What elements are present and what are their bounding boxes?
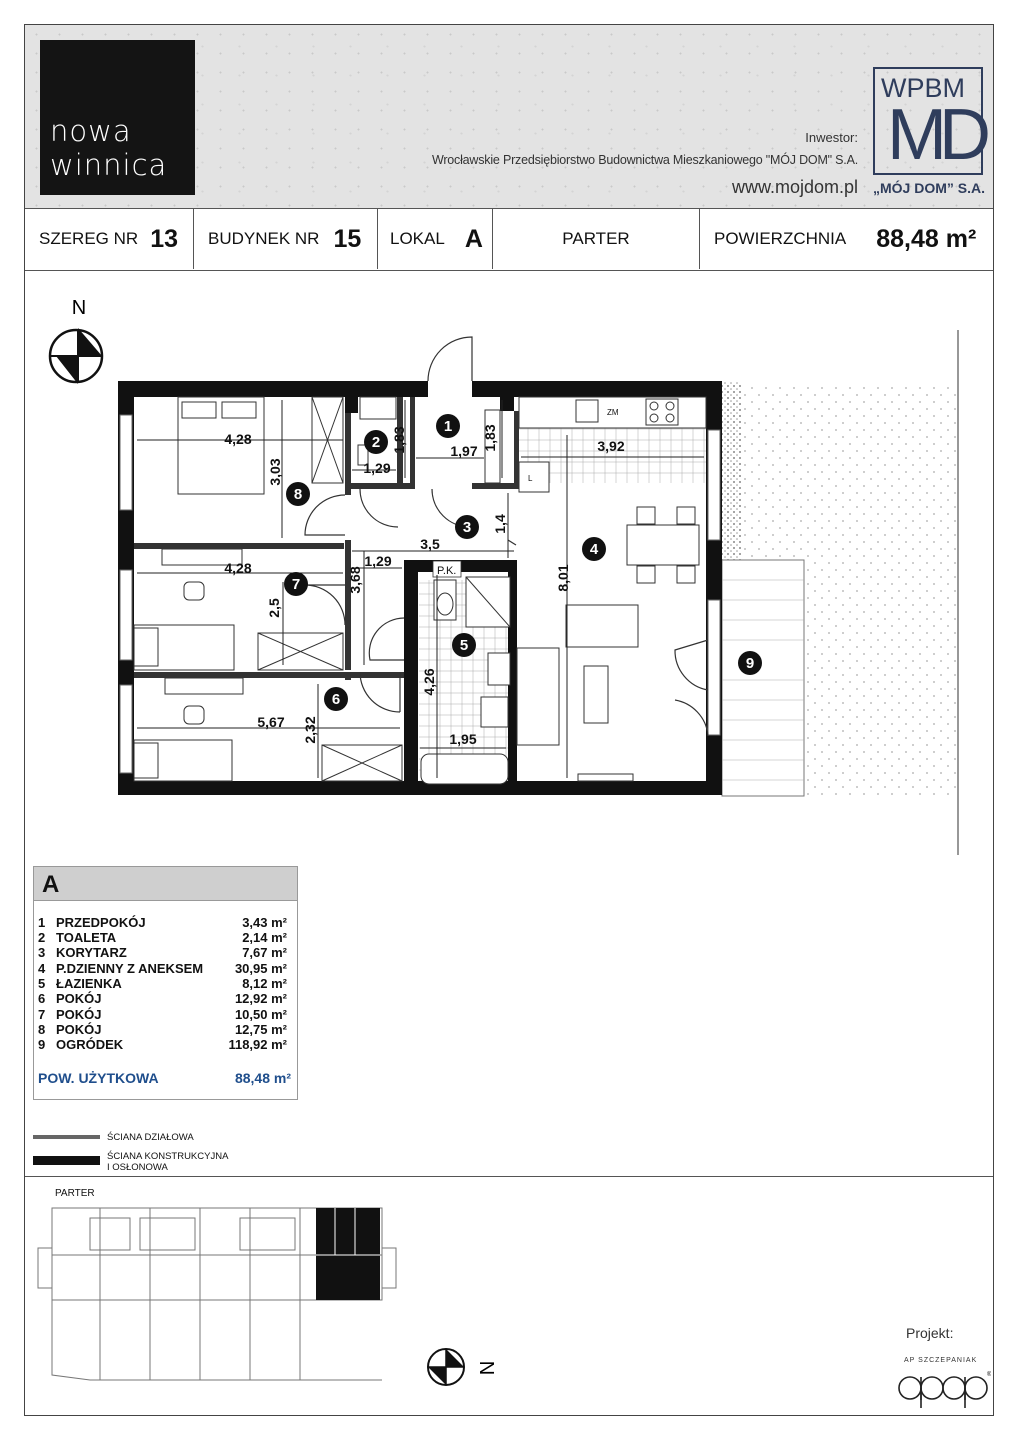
wpbm-logo-top: WPBM: [881, 73, 965, 103]
unit-label: LOKAL: [390, 229, 445, 248]
svg-text:9: 9: [745, 655, 755, 672]
dim-392: 3,92: [597, 438, 625, 454]
dim-197: 1,97: [450, 443, 478, 459]
dim-183-b: 1,83: [482, 424, 498, 452]
room-marker-5: [452, 633, 476, 657]
table-unit-letter: A: [42, 871, 60, 898]
total-value: 88,48 m²: [234, 1070, 291, 1086]
keyplan-floor-label: PARTER: [55, 1188, 95, 1199]
floor-label: PARTER: [562, 229, 630, 248]
svg-text:7: 7: [291, 576, 301, 593]
row-label: SZEREG NR: [39, 229, 139, 248]
dim-14: 1,4: [492, 514, 508, 534]
investor-name: Wrocławskie Przedsiębiorstwo Budownictwa Mieszkaniowego "MÓJ DOM" S.A.: [431, 153, 858, 167]
area-value: 88,48 m²: [876, 224, 977, 253]
structural-wall-label-1: ŚCIANA KONSTRUKCYJNA: [107, 1151, 229, 1162]
total-label: POW. UŻYTKOWA: [38, 1070, 159, 1086]
section-divider: [25, 1176, 993, 1177]
investor-website-link[interactable]: www.mojdom.pl: [731, 177, 858, 197]
table-row: 8 POKÓJ 12,75 m²: [38, 1022, 287, 1037]
building-value: 15: [333, 224, 362, 253]
washbasin: [488, 653, 510, 685]
wall-legend: [33, 1130, 253, 1175]
dim-428-a: 4,28: [224, 431, 252, 447]
svg-text:4: 4: [589, 541, 599, 558]
partition-wall-label: ŚCIANA DZIAŁOWA: [107, 1132, 194, 1143]
sofa: [566, 605, 638, 647]
room-marker-4: [582, 537, 606, 561]
apap-logo: [896, 1368, 991, 1410]
svg-text:1: 1: [443, 418, 453, 435]
svg-text:3: 3: [462, 519, 472, 536]
dim-232: 2,32: [302, 716, 318, 744]
dim-129-a: 1,29: [363, 460, 391, 476]
room-marker-8: [286, 482, 310, 506]
pk-label: P.K.: [437, 565, 457, 577]
dim-183-a: 1,83: [391, 426, 407, 454]
zm-label: ZM: [607, 408, 619, 417]
room-marker-3: [455, 515, 479, 539]
coffee-table: [584, 666, 608, 723]
svg-text:2: 2: [371, 434, 381, 451]
room-area-table: [33, 866, 298, 1100]
room-marker-9: [738, 651, 762, 675]
table-row: 5 ŁAZIENKA 8,12 m²: [38, 976, 287, 991]
table-row: 4 P.DZIENNY Z ANEKSEM 30,95 m²: [38, 961, 287, 976]
dim-195: 1,95: [449, 731, 477, 747]
key-plan: [30, 1200, 410, 1400]
tv-unit: [578, 774, 633, 781]
l-label: L: [528, 474, 533, 483]
table-header: [34, 867, 297, 901]
table-row: 6 POKÓJ 12,92 m²: [38, 991, 287, 1006]
table-row: 9 OGRÓDEK 118,92 m²: [38, 1037, 287, 1052]
building-label: BUDYNEK NR: [208, 229, 320, 248]
dim-801: 8,01: [555, 564, 571, 592]
dim-35: 3,5: [420, 536, 440, 552]
design-label: Projekt:: [906, 1325, 954, 1341]
dim-25: 2,5: [266, 598, 282, 618]
area-label: POWIERZCHNIA: [714, 229, 847, 248]
dim-129-b: 1,29: [364, 553, 392, 569]
dining-table: [627, 525, 699, 565]
desk-2: [165, 678, 243, 694]
compass-north-label: N: [71, 298, 87, 319]
dim-303: 3,03: [267, 458, 283, 486]
keyplan-compass: [426, 1346, 506, 1391]
sofa-corner: [517, 648, 559, 745]
table-row: 7 POKÓJ 10,50 m²: [38, 1007, 287, 1022]
bathtub: [421, 754, 508, 784]
svg-text:6: 6: [331, 691, 341, 708]
structural-wall-label-2: I OSŁONOWA: [107, 1162, 168, 1173]
terrace: [722, 560, 804, 796]
room-marker-6: [324, 687, 348, 711]
design-studio-name: AP SZCZEPANIAK: [904, 1357, 978, 1364]
total-usable-area: [38, 1070, 293, 1086]
table-row: 2 TOALETA 2,14 m²: [38, 930, 287, 945]
svg-text:5: 5: [459, 637, 469, 654]
table-row: 1 PRZEDPOKÓJ 3,43 m²: [38, 915, 287, 930]
row-value: 13: [150, 224, 178, 253]
room-marker-2: [364, 430, 388, 454]
highlighted-unit: [316, 1208, 380, 1300]
dim-368: 3,68: [347, 566, 363, 594]
room-marker-1: [436, 414, 460, 438]
investor-label: Inwestor:: [805, 130, 858, 145]
svg-text:8: 8: [293, 486, 303, 503]
dim-428-b: 4,28: [224, 560, 252, 576]
logo-line-2: winnica: [50, 148, 168, 182]
table-row: 3 KORYTARZ 7,67 m²: [38, 945, 287, 960]
dim-567: 5,67: [257, 714, 285, 730]
dim-426: 4,26: [421, 668, 437, 696]
svg-text:®: ®: [987, 1372, 991, 1378]
room-marker-7: [284, 572, 308, 596]
wpbm-logo-caption: „MÓJ DOM” S.A.: [873, 180, 986, 196]
unit-value: A: [464, 224, 483, 253]
keyplan-north-label: N: [475, 1360, 497, 1376]
wpbm-logo-md: MD: [887, 95, 983, 175]
logo-line-1: nowa: [50, 114, 132, 148]
